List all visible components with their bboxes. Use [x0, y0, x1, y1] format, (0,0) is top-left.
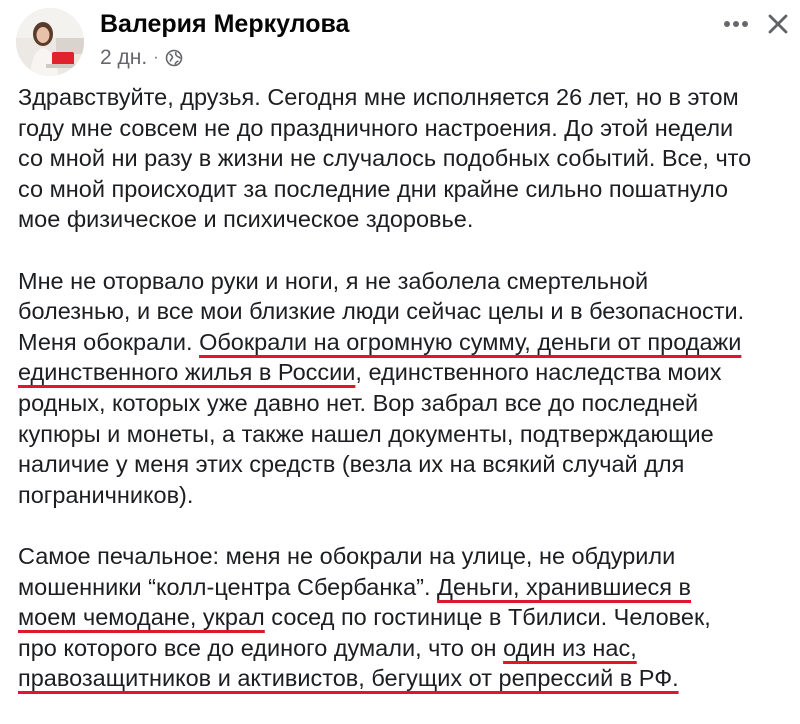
- text-segment: пограничников).: [18, 481, 194, 508]
- text-line: [18, 82, 798, 113]
- meta-separator: ·: [153, 49, 159, 66]
- author-name[interactable]: Валерия Меркулова: [100, 10, 350, 38]
- text-line: [18, 449, 798, 480]
- text-line: [18, 419, 798, 450]
- text-segment: сосед по гостинице в Тбилиси. Человек,: [264, 604, 711, 631]
- text-segment: болезнью, и все мои близкие люди сейчас целы и в безопасности.: [18, 298, 745, 325]
- text-line: [18, 633, 798, 664]
- text-line: [18, 174, 798, 205]
- close-button[interactable]: [760, 6, 796, 42]
- post-paragraph: [18, 266, 798, 511]
- text-segment: , единственного наследства моих: [355, 359, 722, 386]
- post-paragraph: [18, 541, 798, 694]
- text-line: [18, 480, 798, 511]
- close-icon: [767, 13, 789, 35]
- text-line: [18, 327, 798, 358]
- underlined-text: Деньги, хранившиеся в: [437, 573, 692, 600]
- text-line: [18, 143, 798, 174]
- text-line: [18, 296, 798, 327]
- avatar[interactable]: [16, 8, 84, 76]
- text-line: [18, 572, 798, 603]
- post-header: [0, 0, 800, 80]
- text-line: [18, 602, 798, 633]
- more-horizontal-icon: [723, 20, 749, 28]
- text-segment: мое физическое и психическое здоровье.: [18, 206, 474, 233]
- text-line: [18, 266, 798, 297]
- post-meta: [100, 46, 183, 70]
- text-segment: про которого все до единого думали, что он: [18, 634, 504, 661]
- underlined-text: один из нас,: [503, 634, 637, 661]
- text-segment: Меня обокрали.: [18, 328, 200, 355]
- post-paragraph: [18, 82, 798, 235]
- text-segment: Здравствуйте, друзья. Сегодня мне исполняется 26 лет, но в этом: [18, 84, 739, 110]
- text-line: [18, 541, 798, 572]
- text-line: [18, 357, 798, 388]
- post-text: [18, 82, 798, 724]
- text-segment: купюры и монеты, а также нашел документы, подтверждающие: [18, 420, 714, 447]
- avatar-photo: [16, 8, 84, 76]
- text-segment: Мне не оторвало руки и ноги, я не заболела смертельной: [18, 267, 649, 294]
- text-segment: со мной ни разу в жизни не случалось подобных событий. Все, что: [18, 145, 752, 172]
- underlined-text: правозащитников и активистов, бегущих от репрессий в РФ.: [18, 665, 679, 692]
- text-segment: со мной происходит за последние дни крайне сильно пошатнуло: [18, 175, 729, 202]
- text-line: [18, 388, 798, 419]
- more-options-button[interactable]: [718, 6, 754, 42]
- text-segment: году мне совсем не до праздничного настроения. До этой недели: [18, 114, 734, 141]
- text-segment: родных, которых уже давно нет. Вор забрал все до последней: [18, 389, 699, 416]
- text-line: [18, 113, 798, 144]
- text-segment: наличие у меня этих средств (везла их на всякий случай для: [18, 451, 685, 478]
- post-time[interactable]: 2 дн.: [100, 46, 148, 69]
- globe-icon: [165, 49, 183, 67]
- text-line: [18, 204, 798, 235]
- underlined-text: Обокрали на огромную сумму, деньги от продажи: [199, 328, 742, 355]
- text-segment: мошенники “колл-центра Сбербанка”.: [18, 573, 438, 600]
- text-line: [18, 663, 798, 694]
- text-segment: Самое печальное: меня не обокрали на улице, не обдурили: [18, 542, 676, 569]
- underlined-text: моем чемодане, украл: [18, 604, 265, 631]
- underlined-text: единственного жилья в России: [18, 359, 356, 386]
